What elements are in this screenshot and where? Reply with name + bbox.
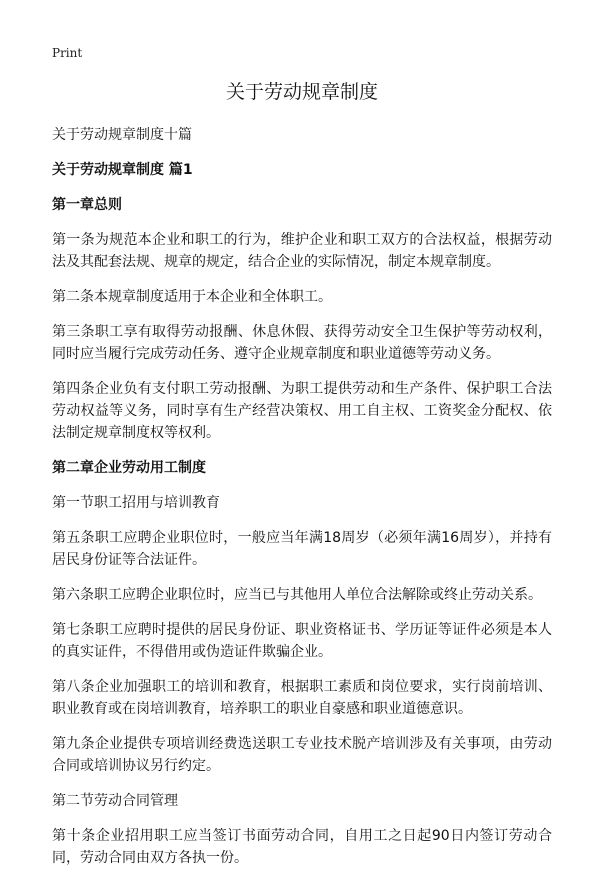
chapter-2-heading: 第二章企业劳动用工制度 — [52, 460, 206, 476]
section-2-heading: 第二节劳动合同管理 — [52, 793, 178, 809]
document-subtitle: 关于劳动规章制度十篇 — [52, 127, 192, 143]
article-2: 第二条本规章制度适用于本企业和全体职工。 — [52, 289, 332, 305]
page-title: 关于劳动规章制度 — [225, 81, 378, 103]
article-3: 第三条职工享有取得劳动报酬、休息休假、获得劳动安全卫生保护等劳动权利，同时应当履行完成劳动任务、遵守企业规章制度和职业道德等劳动义务。 — [52, 324, 552, 362]
print-label[interactable]: Print — [52, 46, 83, 60]
section-heading: 关于劳动规章制度 篇1 — [52, 162, 193, 178]
article-8: 第八条企业加强职工的培训和教育，根据职工素质和岗位要求，实行岗前培训、职业教育或在岗培训教育，培养职工的职业自豪感和职业道德意识。 — [52, 679, 552, 717]
chapter-1-heading: 第一章总则 — [52, 197, 122, 213]
article-7: 第七条职工应聘时提供的居民身份证、职业资格证书、学历证等证件必须是本人的真实证件，不得借用或伪造证件欺骗企业。 — [52, 622, 552, 660]
section-1-heading: 第一节职工招用与培训教育 — [52, 495, 220, 511]
article-9: 第九条企业提供专项培训经费选送职工专业技术脱产培训涉及有关事项，由劳动合同或培训协议另行约定。 — [52, 736, 552, 774]
article-5: 第五条职工应聘企业职位时，一般应当年满18周岁（必须年满16周岁），并持有居民身份证等合法证件。 — [52, 530, 552, 568]
article-6: 第六条职工应聘企业职位时，应当已与其他用人单位合法解除或终止劳动关系。 — [52, 587, 542, 603]
article-4: 第四条企业负有支付职工劳动报酬、为职工提供劳动和生产条件、保护职工合法劳动权益等义务，同时享有生产经营决策权、用工自主权、工资奖金分配权、依法制定规章制度权等权利。 — [52, 381, 552, 441]
article-10: 第十条企业招用职工应当签订书面劳动合同，自用工之日起90日内签订劳动合同，劳动合同由双方各执一份。 — [52, 828, 552, 866]
article-1: 第一条为规范本企业和职工的行为，维护企业和职工双方的合法权益，根据劳动法及其配套法规、规章的规定，结合企业的实际情况，制定本规章制度。 — [52, 232, 552, 270]
